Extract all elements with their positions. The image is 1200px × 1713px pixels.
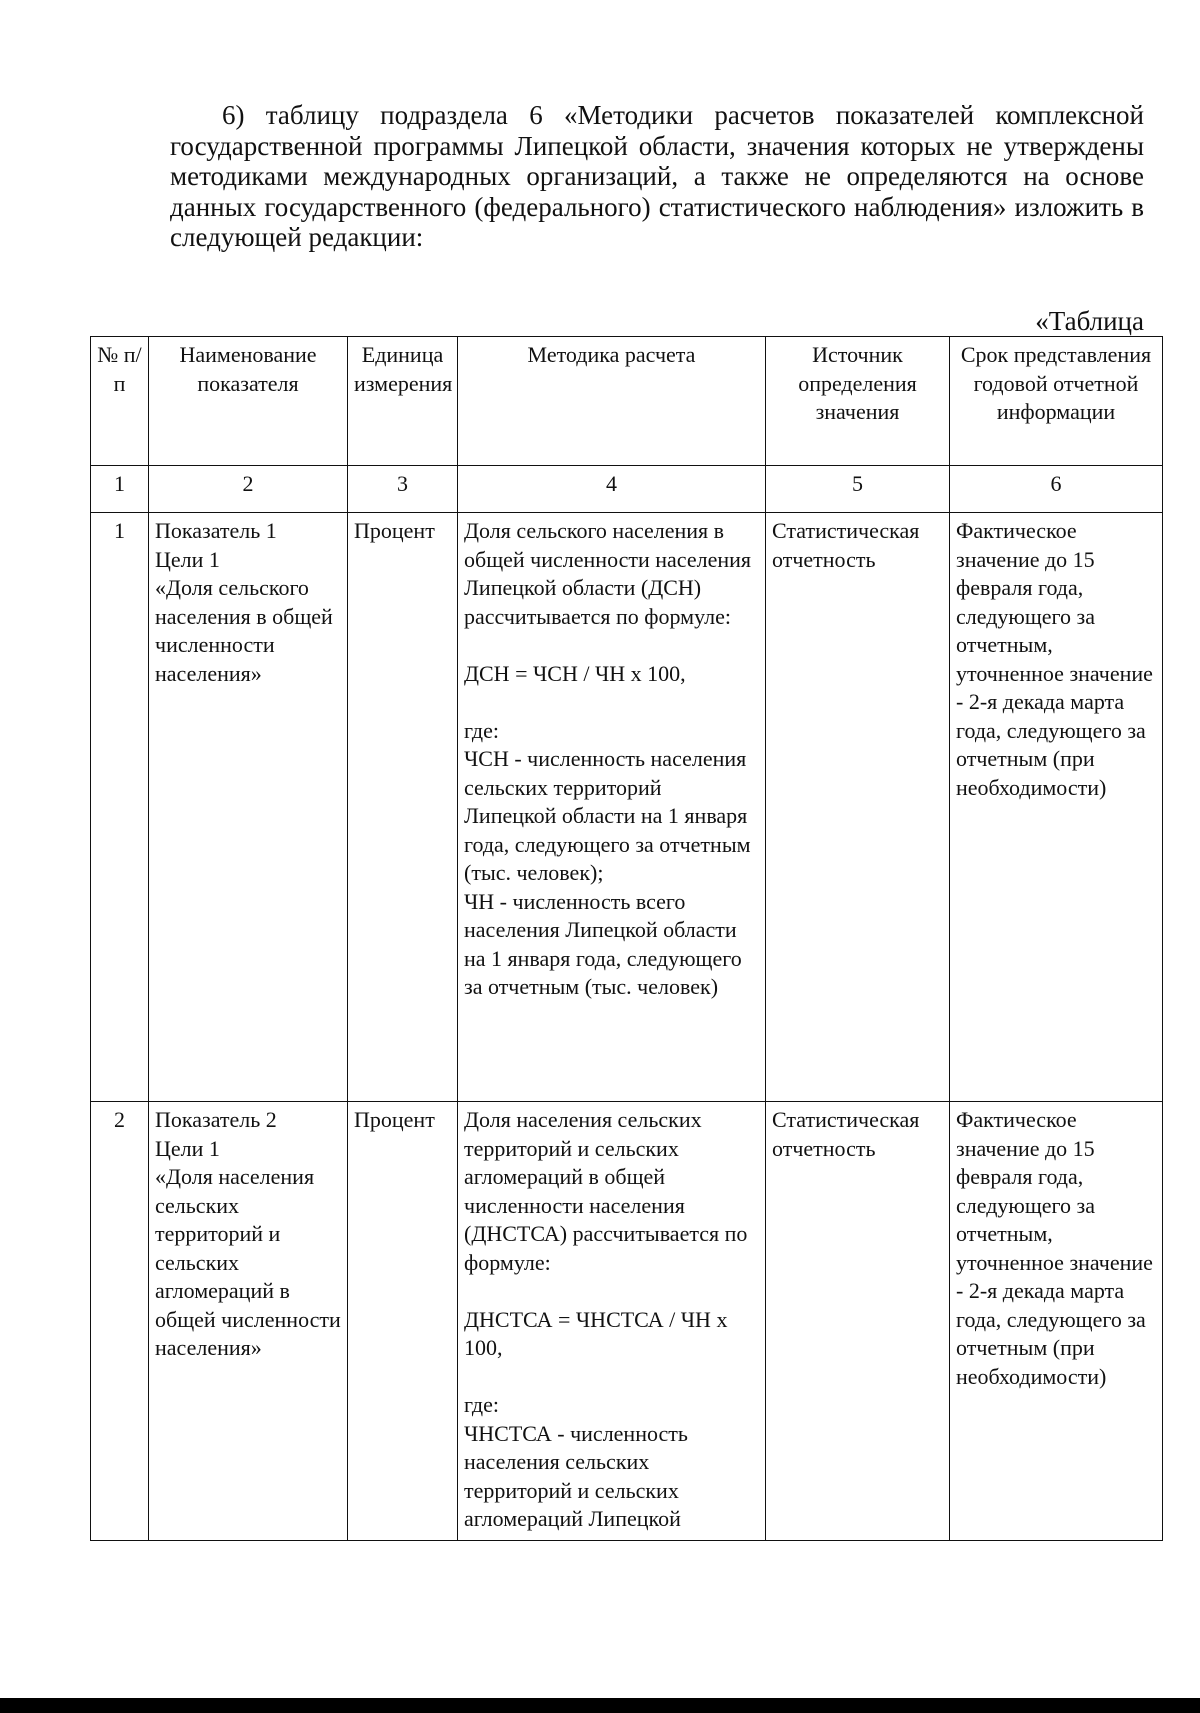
header-method: Методика расчета <box>458 337 766 466</box>
row-unit: Процент <box>348 513 458 1102</box>
column-number: 1 <box>91 466 149 513</box>
header-deadline: Срок представления годовой отчетной информации <box>950 337 1163 466</box>
row-name: Показатель 1 Цели 1 «Доля сельского населения в общей численности населения» <box>149 513 348 1102</box>
header-name: Наименование показателя <box>149 337 348 466</box>
row-deadline: Фактическое значение до 15 февраля года, следующего за отчетным, уточненное значение - 2-я декада марта года, следующего за отчетным (при необходимости) <box>950 1102 1163 1541</box>
row-name: Показатель 2 Цели 1 «Доля населения сельских территорий и сельских агломераций в общей численности населения» <box>149 1102 348 1541</box>
row-deadline: Фактическое значение до 15 февраля года, следующего за отчетным, уточненное значение - 2-я декада марта года, следующего за отчетным (при необходимости) <box>950 513 1163 1102</box>
row-num: 2 <box>91 1102 149 1541</box>
header-num: № п/п <box>91 337 149 466</box>
column-number: 2 <box>149 466 348 513</box>
column-number: 3 <box>348 466 458 513</box>
row-unit: Процент <box>348 1102 458 1541</box>
header-unit: Единица измерения <box>348 337 458 466</box>
column-number: 4 <box>458 466 766 513</box>
table-row <box>91 513 1163 1102</box>
row-source: Статистическая отчетность <box>766 513 950 1102</box>
row-method: Доля сельского населения в общей численности населения Липецкой области (ДСН) рассчитывается по формуле: ДСН = ЧСН / ЧН х 100, где: ЧСН - численность населения сельских территорий Липецкой области на 1 января года, следующего за отчетным (тыс. человек); ЧН - численность всего населения Липецкой области на 1 января года, следующего за отчетным (тыс. человек) <box>458 513 766 1102</box>
table-header-row <box>91 337 1163 466</box>
column-number: 5 <box>766 466 950 513</box>
intro-paragraph <box>170 100 1144 253</box>
table-row <box>91 1102 1163 1541</box>
indicators-table <box>90 336 1163 1541</box>
row-source: Статистическая отчетность <box>766 1102 950 1541</box>
intro-text: 6) таблицу подраздела 6 «Методики расчетов показателей комплексной государственной программы Липецкой области, значения которых не утверждены методиками международных организаций, а также не определяются на основе данных государственного (федерального) статистического наблюдения» изложить в следующей редакции: <box>170 100 1144 252</box>
row-method: Доля населения сельских территорий и сельских агломераций в общей численности населения (ДНСТСА) рассчитывается по формуле: ДНСТСА = ЧНСТСА / ЧН х 100, где: ЧНСТСА - численность населения сельских территорий и сельских агломераций Липецкой <box>458 1102 766 1541</box>
column-number-row <box>91 466 1163 513</box>
table-caption: «Таблица <box>1035 306 1144 336</box>
scan-bottom-edge <box>0 1698 1200 1713</box>
column-number: 6 <box>950 466 1163 513</box>
header-source: Источник определения значения <box>766 337 950 466</box>
row-num: 1 <box>91 513 149 1102</box>
